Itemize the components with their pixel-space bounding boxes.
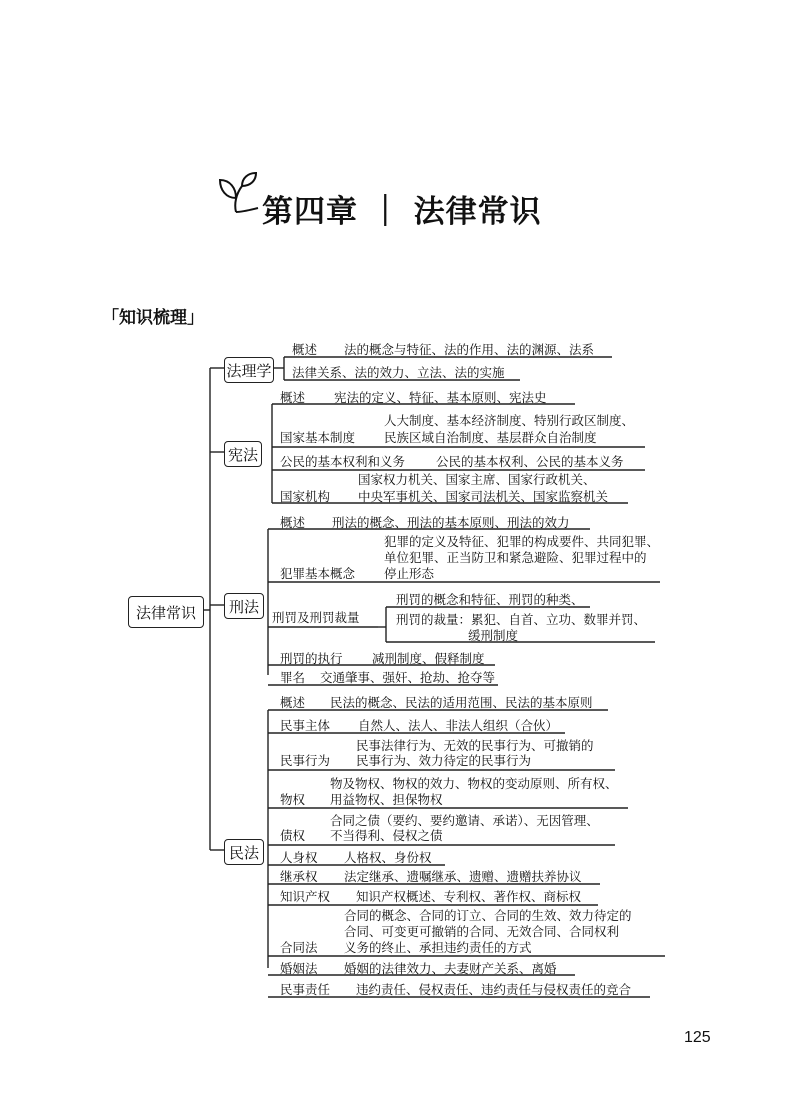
xingfa-zuiming-label: 罪名 <box>280 670 306 685</box>
xingfa-zhixing-content: 减刑制度、假释制度 <box>372 651 485 666</box>
minfa-jicheng-content: 法定继承、遗嘱继承、遗赠、遗赠扶养协议 <box>344 869 582 884</box>
xianfa-jigou-line1: 国家权力机关、国家主席、国家行政机关、 <box>358 472 596 487</box>
minfa-zhaiquan-line2: 不当得利、侵权之债 <box>330 828 443 843</box>
branch-falixue: 法理学 <box>224 357 274 383</box>
minfa-hetong-line1: 合同的概念、合同的订立、合同的生效、效力待定的 <box>344 908 632 923</box>
xianfa-quanli-label: 公民的基本权利和义务 <box>280 454 406 469</box>
minfa-zhuti-label: 民事主体 <box>280 718 331 733</box>
minfa-xingwei-line2: 民事行为、效力待定的民事行为 <box>356 753 532 768</box>
minfa-xingwei-label: 民事行为 <box>280 753 331 768</box>
minfa-zeren-content: 违约责任、侵权责任、违约责任与侵权责任的竞合 <box>356 982 632 997</box>
minfa-zhaiquan-line1: 合同之债（要约、要约邀请、承诺）、无因管理、 <box>330 813 599 828</box>
xianfa-zhidu-line2: 民族区域自治制度、基层群众自治制度 <box>384 430 597 445</box>
minfa-renshen-content: 人格权、身份权 <box>344 850 432 865</box>
xianfa-zhidu-label: 国家基本制度 <box>280 430 356 445</box>
minfa-hetong-line3: 义务的终止、承担违约责任的方式 <box>344 940 532 955</box>
xianfa-jigou-label: 国家机构 <box>280 489 331 504</box>
xianfa-gaishu-content: 宪法的定义、特征、基本原则、宪法史 <box>334 390 547 405</box>
minfa-wuquan-line2: 用益物权、担保物权 <box>330 792 443 807</box>
falixue-gaishu-content: 法的概念与特征、法的作用、法的渊源、法系 <box>344 342 595 357</box>
minfa-zhuti-content: 自然人、法人、非法人组织（合伙） <box>358 718 559 733</box>
chapter-title: 第四章 ｜ 法律常识 <box>262 194 542 230</box>
minfa-hetong-line2: 合同、可变更可撤销的合同、无效合同、合同权利 <box>344 924 620 939</box>
xingfa-caoliang-sub1: 刑罚的概念和特征、刑罚的种类、 <box>396 592 584 607</box>
falixue-gaishu-label: 概述 <box>292 342 318 357</box>
xingfa-caoliang-label: 刑罚及刑罚裁量 <box>272 610 360 625</box>
root-node: 法律常识 <box>128 596 204 628</box>
xingfa-fanzui-line2: 单位犯罪、正当防卫和紧急避险、犯罪过程中的 <box>384 550 647 565</box>
minfa-wuquan-line1: 物及物权、物权的效力、物权的变动原则、所有权、 <box>330 776 618 791</box>
minfa-renshen-label: 人身权 <box>280 850 318 865</box>
xingfa-zuiming-content: 交通肇事、强奸、抢劫、抢夺等 <box>320 670 496 685</box>
minfa-wuquan-label: 物权 <box>280 792 306 807</box>
branch-minfa: 民法 <box>224 839 264 865</box>
minfa-hunyin-label: 婚姻法 <box>280 961 318 976</box>
xianfa-gaishu-label: 概述 <box>280 390 306 405</box>
minfa-zhaiquan-label: 债权 <box>280 828 306 843</box>
xianfa-quanli-content: 公民的基本权利、公民的基本义务 <box>436 454 624 469</box>
branch-xingfa: 刑法 <box>224 593 264 619</box>
minfa-zhishi-label: 知识产权 <box>280 889 331 904</box>
xianfa-jigou-line2: 中央军事机关、国家司法机关、国家监察机关 <box>358 489 609 504</box>
minfa-zeren-label: 民事责任 <box>280 982 331 997</box>
minfa-hetong-label: 合同法 <box>280 940 318 955</box>
section-label: 「知识梳理」 <box>102 308 204 328</box>
falixue-row2-content: 法律关系、法的效力、立法、法的实施 <box>292 365 505 380</box>
minfa-zhishi-content: 知识产权概述、专利权、著作权、商标权 <box>356 889 582 904</box>
minfa-gaishu-content: 民法的概念、民法的适用范围、民法的基本原则 <box>330 695 593 710</box>
minfa-hunyin-content: 婚姻的法律效力、夫妻财产关系、离婚 <box>344 961 557 976</box>
xingfa-zhixing-label: 刑罚的执行 <box>280 651 343 666</box>
minfa-jicheng-label: 继承权 <box>280 869 318 884</box>
branch-xianfa: 宪法 <box>224 441 262 467</box>
minfa-gaishu-label: 概述 <box>280 695 306 710</box>
xingfa-caoliang-sub2: 刑罚的裁量：累犯、自首、立功、数罪并罚、 <box>396 612 647 627</box>
xingfa-fanzui-label: 犯罪基本概念 <box>280 566 356 581</box>
xingfa-gaishu-label: 概述 <box>280 515 306 530</box>
minfa-xingwei-line1: 民事法律行为、无效的民事行为、可撤销的 <box>356 738 594 753</box>
xianfa-zhidu-line1: 人大制度、基本经济制度、特别行政区制度、 <box>384 413 635 428</box>
page-number: 125 <box>684 1029 711 1046</box>
xingfa-gaishu-content: 刑法的概念、刑法的基本原则、刑法的效力 <box>332 515 570 530</box>
xingfa-caoliang-sub3: 缓刑制度 <box>468 628 519 643</box>
xingfa-fanzui-line1: 犯罪的定义及特征、犯罪的构成要件、共同犯罪、 <box>384 534 660 549</box>
xingfa-fanzui-line3: 停止形态 <box>384 566 435 581</box>
